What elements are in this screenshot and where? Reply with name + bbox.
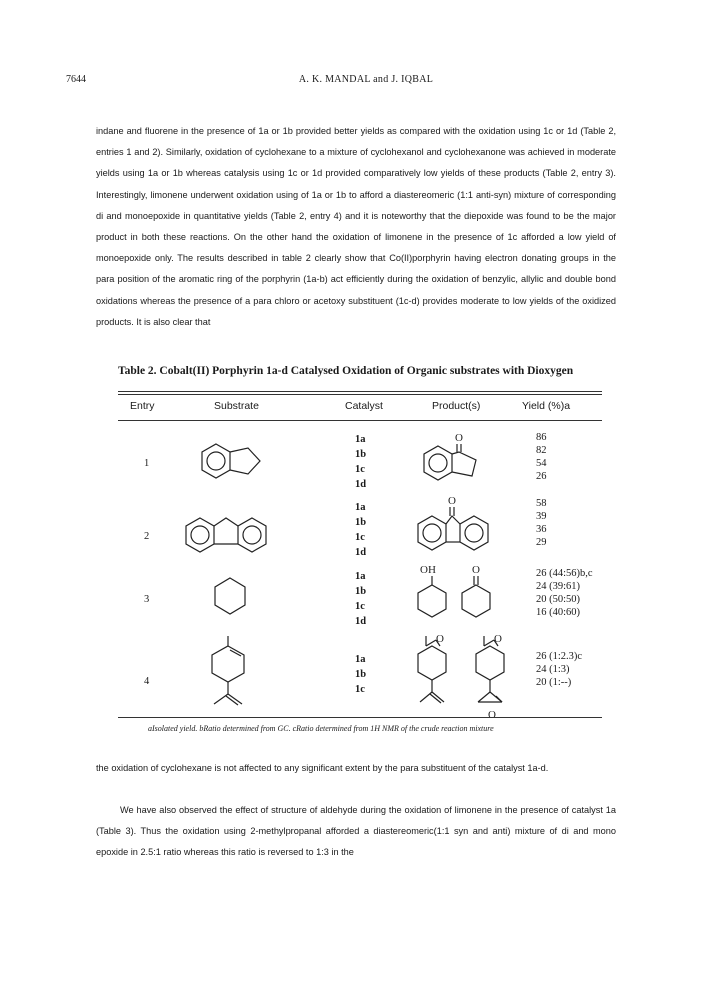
yield-value: 20 (50:50) (536, 594, 581, 605)
hydroxy-label: OH (420, 564, 436, 576)
catalyst-list (355, 500, 366, 560)
oxo-label: O (448, 495, 456, 507)
yield-value: 24 (39:61) (536, 581, 581, 592)
table-top-rule-2 (118, 394, 602, 395)
table-footnote: aIsolated yield. bRatio determined from GC. cRatio determined from 1H NMR of the crude reaction mixture (148, 724, 494, 733)
oxo-label: O (472, 564, 480, 576)
catalyst-label: 1b (355, 449, 367, 460)
yield-value: 26 (1:2.3)c (536, 651, 583, 662)
yield-value: 26 (44:56)b,c (536, 568, 593, 579)
catalyst-label: 1c (355, 532, 365, 543)
body-paragraph-3 (96, 800, 616, 864)
yield-value: 16 (40:60) (536, 607, 581, 618)
yield-value: 36 (536, 524, 547, 535)
entry-number: 3 (144, 594, 150, 605)
yield-value: 39 (536, 511, 547, 522)
catalyst-label: 1b (355, 517, 367, 528)
entry-number: 4 (144, 676, 150, 687)
indane-structure-icon (196, 440, 266, 490)
page-header (66, 74, 666, 90)
catalyst-list (355, 652, 366, 697)
oxo-label: O (488, 709, 496, 721)
col-header-yield: Yield (%)a (522, 400, 571, 412)
limonene-structure-icon (200, 634, 260, 718)
page-number: 7644 (66, 74, 86, 85)
table-bottom-rule (118, 717, 602, 718)
paragraph-text: indane and fluorene in the presence of 1a or 1b provided better yields as compared with the oxidation using 1c or 1d (Table 2, entries 1 and 2). Similarly, oxidation of cyclohexane to a mixture of cyclohexanol and cyclohexanone was achieved in moderate yields using 1a or 1b whereas catalysis using 1c or 1d provided comparatively low yields of these products (Table 2, entry 3). Interestingly, limonene underwent oxidation using of 1a or 1b to afford a diastereomeric (1:1 anti-syn) mixture of corresponding di and monoepoxide in quantitative yields (Table 2, entry 4) and it is noteworthy that the diepoxide was found to be the major product in both these reactions. On the other hand the oxidation of limonene in the presence of 1c afforded a low yield of monoepoxide only. The results described in table 2 clearly show that Co(II)porphyrin having electron donating groups in the para position of the aromatic ring of the porphyrin (1a-b) act efficiently during the oxidation of benzylic, allylic and double bond oxidations whereas the presence of a para chloro or acetoxy substituent (1c-d) provides moderate to low yields of the oxidized products. It is also clear that (96, 126, 616, 327)
catalyst-label: 1d (355, 616, 367, 627)
catalyst-list (355, 569, 366, 629)
yield-value: 24 (1:3) (536, 664, 570, 675)
catalyst-label: 1a (355, 571, 366, 582)
col-header-substrate: Substrate (214, 400, 259, 412)
entry-number: 1 (144, 458, 150, 469)
catalyst-label: 1c (355, 464, 365, 475)
indanone-structure-icon (412, 430, 492, 492)
yield-value: 20 (1:--) (536, 677, 572, 688)
yield-list (536, 567, 593, 619)
yield-list (536, 497, 547, 549)
catalyst-label: 1a (355, 434, 366, 445)
table-header-rule (118, 420, 602, 421)
catalyst-label: 1b (355, 586, 367, 597)
catalyst-label: 1c (355, 684, 365, 695)
col-header-products: Product(s) (432, 400, 481, 412)
entry-number: 2 (144, 531, 150, 542)
col-header-entry: Entry (130, 400, 155, 412)
cyclohexane-structure-icon (210, 576, 250, 616)
body-paragraph-2 (96, 758, 616, 779)
yield-value: 58 (536, 498, 547, 509)
yield-value: 26 (536, 471, 547, 482)
catalyst-label: 1c (355, 601, 365, 612)
running-head-authors: A. K. MANDAL and J. IQBAL (298, 74, 434, 85)
oxo-label: O (455, 432, 463, 444)
limonene-epoxides-structure-icon (412, 632, 522, 724)
table-title: Table 2. Cobalt(II) Porphyrin 1a-d Catalysed Oxidation of Organic substrates with Dioxygen (118, 365, 574, 377)
fluorene-structure-icon (180, 512, 280, 562)
oxo-label: O (436, 633, 444, 645)
oxo-label: O (494, 633, 502, 645)
paragraph-text: We have also observed the effect of structure of aldehyde during the oxidation of limonene in the presence of catalyst 1a (Table 3). Thus the oxidation using 2-methylpropanal afforded a diastereomeric(1:1 syn and anti) mixture of di and mono epoxide in 2.5:1 ratio whereas this ratio is reversed to 1:3 in the (96, 805, 616, 858)
yield-list (536, 650, 582, 689)
fluorenone-structure-icon (412, 494, 512, 560)
body-paragraph-1 (96, 121, 616, 333)
catalyst-label: 1a (355, 502, 366, 513)
paragraph-text: the oxidation of cyclohexane is not affected to any significant extent by the para substituent of the catalyst 1a-d. (96, 763, 549, 773)
catalyst-label: 1b (355, 669, 367, 680)
catalyst-list (355, 432, 366, 492)
yield-value: 86 (536, 432, 547, 443)
yield-value: 54 (536, 458, 547, 469)
cyclohexanol-cyclohexanone-structure-icon (412, 563, 502, 625)
yield-value: 82 (536, 445, 547, 456)
catalyst-label: 1d (355, 547, 367, 558)
col-header-catalyst: Catalyst (345, 400, 383, 412)
catalyst-label: 1a (355, 654, 366, 665)
yield-value: 29 (536, 537, 547, 548)
table-top-rule (118, 391, 602, 392)
yield-list (536, 431, 547, 483)
catalyst-label: 1d (355, 479, 367, 490)
